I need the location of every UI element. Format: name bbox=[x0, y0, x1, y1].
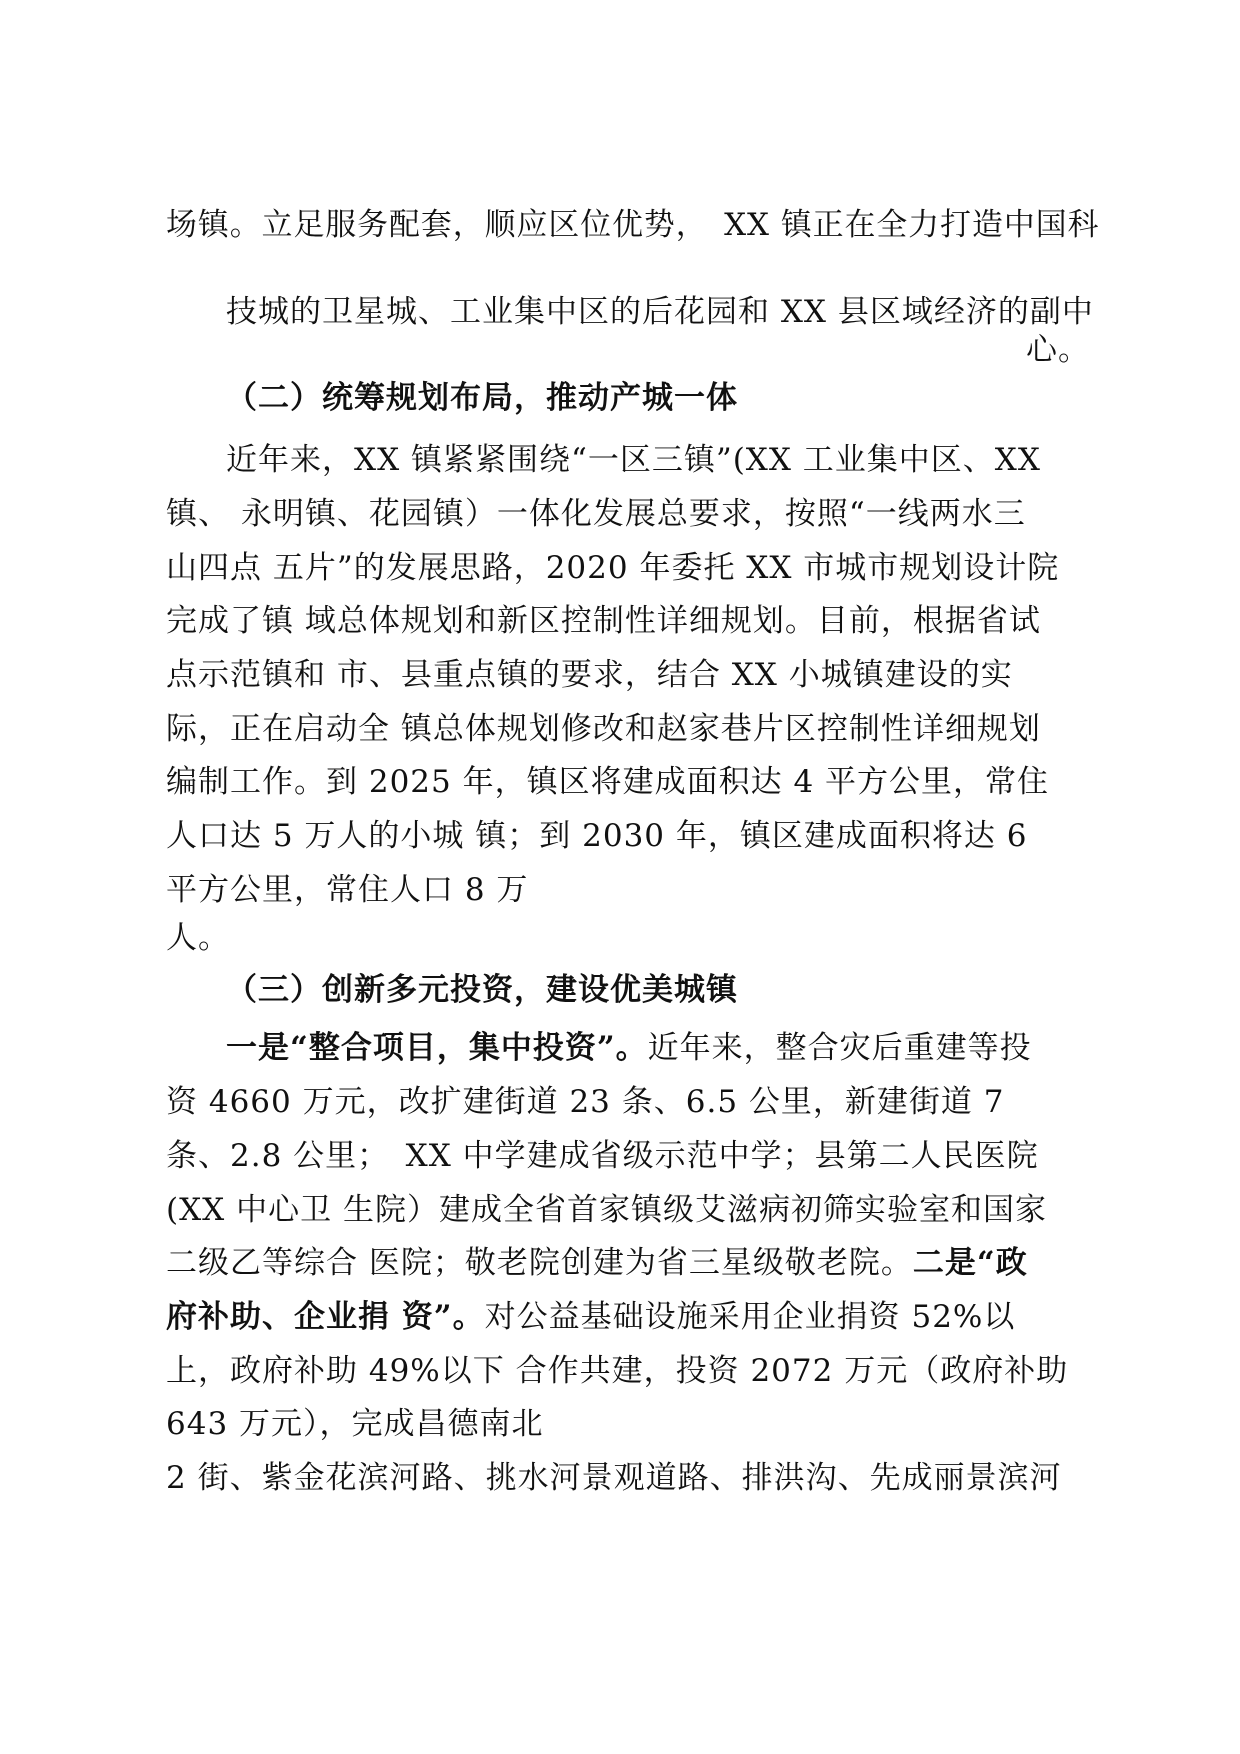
body-text-line: 完成了镇 域总体规划和新区控制性详细规划。目前，根据省试 bbox=[166, 603, 1041, 639]
body-text-line: 技城的卫星城、工业集中区的后花园和 XX 县区域经济的副中 bbox=[226, 294, 1094, 330]
body-text-line: 上，政府补助 49%以下 合作共建，投资 2072 万元（政府补助 bbox=[166, 1353, 1069, 1389]
body-text-line: 点示范镇和 市、县重点镇的要求，结合 XX 小城镇建设的实 bbox=[166, 657, 1013, 693]
body-text-line: 编制工作。到 2025 年，镇区将建成面积达 4 平方公里，常住 bbox=[166, 764, 1050, 800]
body-text-line: 平方公里，常住人口 8 万 bbox=[166, 872, 529, 908]
body-text-line: 心。 bbox=[1026, 332, 1090, 368]
body-text-line bbox=[166, 1297, 1015, 1337]
body-text-line: 人口达 5 万人的小城 镇；到 2030 年，镇区建成面积将达 6 bbox=[166, 818, 1028, 854]
body-text-line: 镇、 永明镇、花园镇）一体化发展总要求，按照“一线两水三 bbox=[166, 496, 1026, 532]
section-heading: （三）创新多元投资，建设优美城镇 bbox=[226, 972, 738, 1008]
bold-lead-phrase: 府补助、企业捐 资”。 bbox=[166, 1299, 485, 1335]
body-text-run: 近年来，整合灾后重建等投 bbox=[647, 1030, 1032, 1066]
body-text-line: (XX 中心卫 生院）建成全省首家镇级艾滋病初筛实验室和国家 bbox=[166, 1192, 1047, 1228]
bold-lead-phrase: 二是“政 bbox=[912, 1245, 1028, 1281]
body-text-line: 近年来，XX 镇紧紧围绕“一区三镇”(XX 工业集中区、XX bbox=[226, 442, 1041, 478]
body-text-line bbox=[166, 1243, 1028, 1283]
body-text-line: 场镇。立足服务配套，顺应区位优势， XX 镇正在全力打造中国科 bbox=[166, 207, 1100, 243]
body-text-line: 资 4660 万元，改扩建街道 23 条、6.5 公里，新建街道 7 bbox=[166, 1084, 1005, 1120]
body-text-line: 条、2.8 公里； XX 中学建成省级示范中学；县第二人民医院 bbox=[166, 1138, 1039, 1174]
body-text-line: 山四点 五片”的发展思路，2020 年委托 XX 市城市规划设计院 bbox=[166, 550, 1060, 586]
body-text-line bbox=[226, 1028, 1032, 1068]
body-text-run: 对公益基础设施采用企业捐资 52%以 bbox=[484, 1299, 1016, 1335]
bold-lead-phrase: 一是“整合项目，集中投资”。 bbox=[226, 1030, 648, 1066]
body-text-line: 际，正在启动全 镇总体规划修改和赵家巷片区控制性详细规划 bbox=[166, 711, 1041, 747]
body-text-line: 643 万元），完成昌德南北 bbox=[166, 1406, 544, 1442]
body-text-line: 人。 bbox=[166, 920, 230, 956]
section-heading: （二）统筹规划布局，推动产城一体 bbox=[226, 380, 738, 416]
body-text-line: 2 街、紫金花滨河路、挑水河景观道路、排洪沟、先成丽景滨河 bbox=[166, 1460, 1062, 1496]
body-text-run: 二级乙等综合 医院；敬老院创建为省三星级敬老院。 bbox=[166, 1245, 913, 1281]
